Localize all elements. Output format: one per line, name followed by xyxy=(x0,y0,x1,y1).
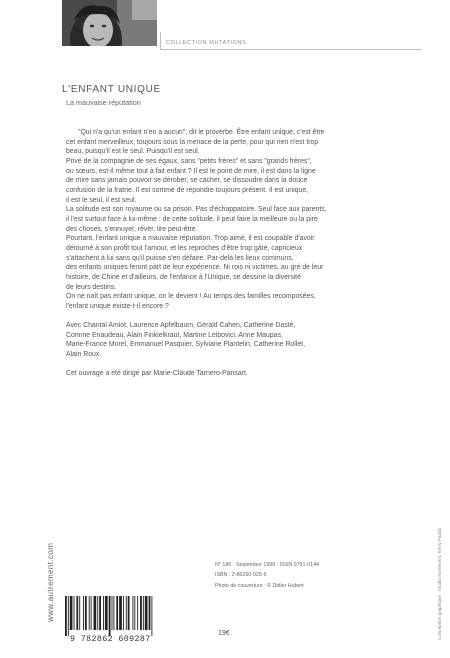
publication-meta xyxy=(215,560,385,591)
blurb-line: détourné à son profit tout l'amour, et les reproches d'être trop gâté, capricieux xyxy=(66,244,303,252)
blurb-line: Pourtant, l'enfant unique a mauvaise réputation. Trop aimé, il est coupable d'avoir xyxy=(66,235,315,243)
barcode-bar xyxy=(132,596,133,630)
barcode-bar xyxy=(103,596,104,630)
series-divider-vertical xyxy=(160,32,161,50)
book-title: L'ENFANT UNIQUE xyxy=(62,84,161,95)
isbn-info: ISBN : 2-86260-928-5 xyxy=(215,572,267,579)
price: 19€ xyxy=(218,630,230,637)
blurb-line: "Qui n'a qu'un enfant n'en a aucun", dit le proverbe. Être enfant unique, c'est être xyxy=(78,129,325,136)
barcode-bar xyxy=(85,596,87,630)
cover-photo xyxy=(62,0,157,46)
barcode-bar xyxy=(140,596,142,630)
blurb-line: il est le seul, il est seul. xyxy=(66,196,137,204)
blurb-line: Privé de la compagnie de ses égaux, sans "petits frères" et sans "grands frères", xyxy=(66,157,312,165)
blurb-line: des enfants uniques feront part de leur expérience. Ni rois ni victimes, au gré de leur xyxy=(66,264,324,272)
barcode-bar xyxy=(116,596,118,630)
barcode-bar xyxy=(89,596,90,630)
blurb-line: confusion de la fratrie. Il est sommé de répondre toujours présent. Il est unique, xyxy=(66,186,309,194)
barcode-bar xyxy=(119,596,122,630)
blurb-line: de leurs destins. xyxy=(66,283,117,291)
contributors-line: Marie-France Morel, Emmanuel Pasquier, Sylviane Plantelin, Catherine Rollet, xyxy=(66,341,305,349)
blurb-line: s'attachent à lui sans qu'il puisse s'en défaire. Par-delà les lieux communs, xyxy=(66,254,294,262)
barcode-bar xyxy=(65,596,67,636)
publisher-url: www.autrement.com xyxy=(46,542,55,622)
barcode-bar xyxy=(113,596,114,630)
series-name: COLLECTION MUTATIONS xyxy=(166,40,247,46)
barcode-bar xyxy=(112,596,113,630)
blurb-line: de mire sans jamais pouvoir se dérober, se cacher, se dissoudre dans la douce xyxy=(66,177,308,185)
contributors-line: Avec Chantal Amiot, Laurence Apfelbaum, Gérald Cahen, Catherine Dasté, xyxy=(66,322,296,330)
issue-info: N° 186 · Septembre 1999 · ISSN 0751-0144 xyxy=(215,562,319,568)
contributors-line: Corinne Enaudeau, Alain Finkielkraut, Martine Leibovici, Anne Maupas, xyxy=(66,331,283,339)
blurb-line: histoire, de Chine et d'ailleurs, de l'enfance à l'Unique, se dessine la diversité xyxy=(66,273,301,281)
contributors-line: Alain Roux. xyxy=(66,351,102,359)
blurb-line: des choses, s'ennuyer, rêver, lire peut-être. xyxy=(66,225,198,233)
barcode-bar xyxy=(128,596,130,630)
barcode-bar xyxy=(137,596,138,630)
barcode-bar xyxy=(143,596,144,630)
barcode-bar xyxy=(79,596,80,630)
series-divider xyxy=(160,49,422,50)
barcode-bar xyxy=(149,596,151,630)
barcode-bar xyxy=(99,596,101,630)
blurb-line: l'enfant unique existe-t-il encore ? xyxy=(66,302,169,310)
barcode-bar xyxy=(74,596,75,630)
design-credit: Conception graphique : Studio Autrement, Kerry Paddo xyxy=(437,527,442,640)
barcode-bar xyxy=(76,596,78,630)
photo-credit: Photo de couverture : © Didier Hubert xyxy=(215,582,304,589)
barcode-bar xyxy=(134,596,135,630)
barcode-bar xyxy=(126,596,127,630)
book-subtitle: La mauvaise réputation xyxy=(66,98,141,107)
barcode-number: 9 782862 609287 xyxy=(70,635,151,644)
barcode-bar xyxy=(109,596,111,636)
blurb-line: On ne naît pas enfant unique, on le devient ! Au temps des familles recomposées, xyxy=(66,293,316,301)
barcode-bar xyxy=(145,596,148,630)
barcode-bar xyxy=(94,596,97,630)
barcode-bar xyxy=(105,596,108,630)
blurb-line: ou sœurs, est-il même tout à fait enfant ? Il est le point de mire, il est dans la ligne xyxy=(66,167,316,175)
blurb-line: beau, puisqu'il est le seul. Puisqu'il est seul. xyxy=(66,148,200,156)
barcode-bar xyxy=(151,596,152,636)
barcode-bar xyxy=(68,596,69,636)
blurb-line: il l'est surtout face à lui-même : de cette solitude, il peut faire la meilleure ou la pire xyxy=(66,215,318,223)
barcode-bar xyxy=(83,596,84,630)
barcode-bar xyxy=(97,596,98,630)
blurb-line: cet enfant merveilleux, toujours sous la menace de la perte, pour qui rien n'est trop xyxy=(66,138,319,146)
barcode-bar xyxy=(91,596,92,630)
director-line: Cet ouvrage a été dirigé par Marie-Claude Tarnero-Pansart. xyxy=(66,370,248,378)
blurb xyxy=(66,128,396,379)
barcode-bar xyxy=(70,596,73,630)
blurb-line: La solitude est son royaume ou sa prison. Pas d'échappatoire. Seul face aux parents, xyxy=(66,206,327,214)
barcode-bar xyxy=(123,596,124,630)
